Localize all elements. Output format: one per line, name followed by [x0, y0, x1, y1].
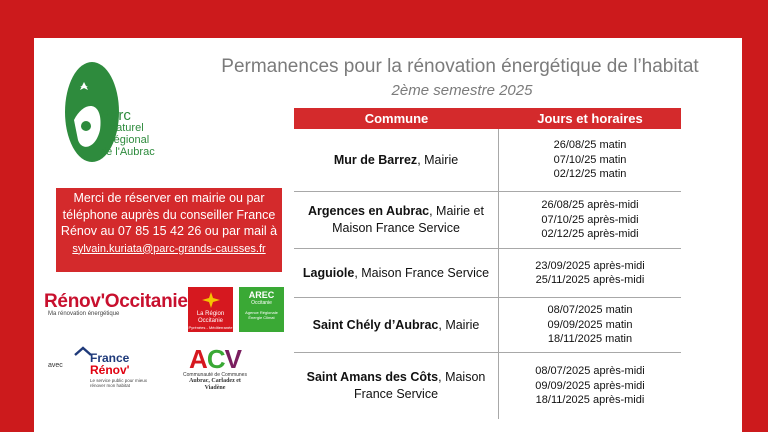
date-entry: 08/07/2025 matin [547, 304, 633, 317]
arec-tag: Agence Régionale Énergie Climat [245, 310, 278, 320]
occitan-cross-icon [201, 291, 221, 309]
france-renov-line2: Rénov' [90, 363, 130, 377]
date-entry: 08/07/2025 après-midi [535, 365, 645, 378]
contact-text: Merci de réserver en mairie ou par téléphone auprès du conseiller France Rénov au 07 85 15 42 26 ou par mail à [60, 191, 278, 238]
commune-place: , Maison France Service [353, 370, 486, 401]
acv-wordmark: ACV [189, 344, 241, 374]
table-row [294, 192, 681, 249]
acv-sub-label: Aubrac, Carladez et Viadène [189, 378, 241, 391]
commune-name: Laguiole [302, 265, 355, 280]
page-title: Permanences pour la rénovation énergétique de l’habitat [221, 56, 699, 77]
acv-logo [180, 346, 250, 392]
date-entry: 07/10/25 après-midi [541, 213, 639, 226]
parc-aubrac-name [100, 107, 155, 158]
dates-cell [499, 129, 681, 191]
commune-place: , Mairie et Maison France Service [332, 204, 484, 235]
table-header [294, 108, 681, 129]
date-entry: 26/08/25 matin [553, 139, 627, 152]
date-entry: 23/09/2025 après-midi [535, 259, 645, 272]
date-entry: 18/11/2025 matin [547, 333, 633, 346]
page-subtitle: 2ème semestre 2025 [391, 82, 533, 99]
date-entry: 07/10/25 matin [553, 153, 627, 166]
column-header-commune: Commune [364, 111, 429, 126]
date-entry: 26/08/25 après-midi [541, 199, 639, 212]
commune-place: , Mairie [438, 317, 480, 332]
arec-label: AREC [248, 290, 275, 300]
region-occitanie-sub: Pyrénées - Méditerranée [188, 325, 233, 330]
commune-name: Saint Chély d’Aubrac [312, 317, 439, 332]
france-renov-line1: France [90, 351, 130, 365]
acv-small-label: Communauté de Communes [183, 372, 247, 378]
commune-cell [294, 249, 499, 297]
region-occitanie-logo [188, 287, 233, 332]
france-renov-wordmark [90, 352, 130, 376]
date-entry: 25/11/2025 après-midi [535, 274, 645, 286]
parc-name-line3: régional [110, 134, 150, 146]
date-entry: 09/09/2025 matin [547, 318, 633, 331]
column-header-horaires: Jours et horaires [537, 111, 643, 126]
table-row [294, 249, 681, 298]
dates-cell [499, 298, 681, 352]
renov-occitanie-tagline: Ma rénovation énergétique [48, 311, 120, 317]
dates-cell [499, 353, 681, 419]
commune-cell [294, 353, 499, 419]
date-entry: 18/11/2025 après-midi [535, 394, 645, 407]
parc-name-line1: Parc [100, 107, 131, 124]
commune-cell [294, 129, 499, 191]
commune-place: , Maison France Service [354, 265, 490, 280]
dates-cell [499, 249, 681, 297]
parc-name-line2: naturel [110, 122, 144, 134]
dates-cell [499, 192, 681, 248]
renov-occitanie-logo [44, 291, 188, 317]
date-entry: 09/09/2025 après-midi [535, 379, 645, 392]
commune-name: Argences en Aubrac [308, 204, 430, 218]
permanences-table [294, 108, 681, 419]
table-row [294, 353, 681, 419]
avec-label: avec [48, 362, 63, 369]
commune-name: Mur de Barrez [333, 152, 418, 167]
commune-cell [294, 298, 499, 352]
date-entry: 02/12/25 après-midi [541, 228, 639, 241]
table-row [294, 129, 681, 192]
france-renov-tagline: Le service public pour mieux rénover mon habitat [90, 378, 148, 388]
commune-name: Saint Amans des Côts [306, 370, 439, 384]
contact-email-link[interactable]: sylvain.kuriata@parc-grands-causses.fr [72, 242, 266, 255]
commune-cell [294, 192, 499, 248]
commune-place: , Mairie [417, 152, 459, 167]
renov-occitanie-wordmark: Rénov'Occitanie [44, 291, 188, 312]
table-row [294, 298, 681, 353]
date-entry: 02/12/25 matin [553, 168, 627, 181]
contact-box [56, 188, 282, 272]
arec-sub: Occitanie [251, 300, 272, 306]
parc-name-line4: de l'Aubrac [100, 146, 155, 158]
region-occitanie-label: La Région Occitanie [196, 311, 225, 324]
arec-occitanie-logo [239, 287, 284, 332]
